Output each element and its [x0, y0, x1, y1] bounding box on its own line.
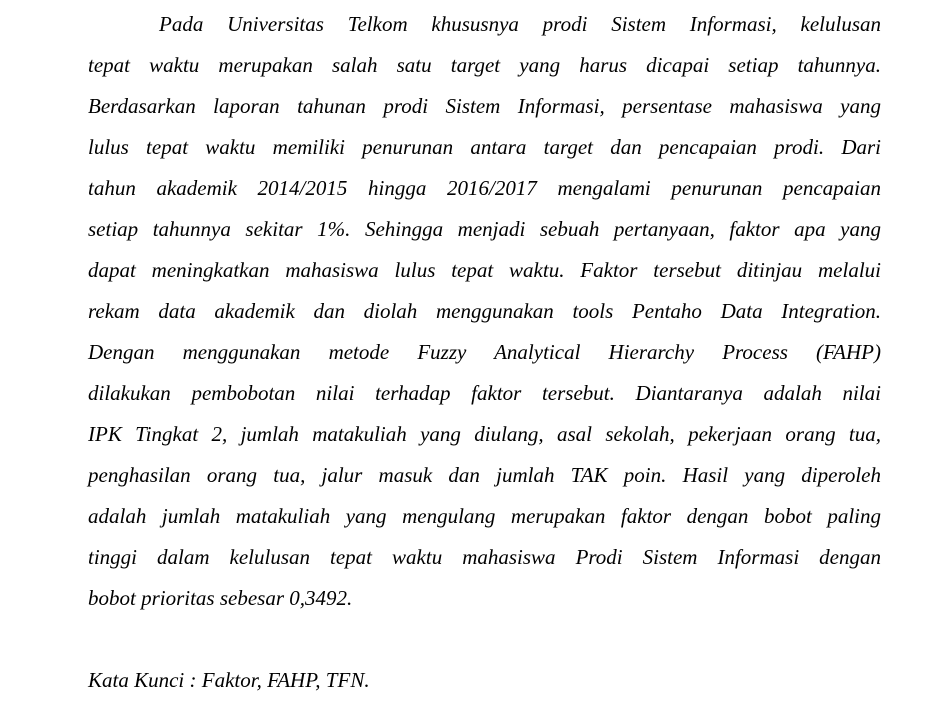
abstract-paragraph	[88, 4, 881, 619]
abstract-line: dapat meningkatkan mahasiswa lulus tepat waktu. Faktor tersebut ditinjau melalui	[88, 258, 881, 282]
abstract-line: Berdasarkan laporan tahunan prodi Sistem Informasi, persentase mahasiswa yang	[88, 94, 881, 118]
abstract-line: penghasilan orang tua, jalur masuk dan jumlah TAK poin. Hasil yang diperoleh	[88, 463, 881, 487]
abstract-line: tinggi dalam kelulusan tepat waktu mahasiswa Prodi Sistem Informasi dengan	[88, 545, 881, 569]
abstract-line: rekam data akademik dan diolah menggunakan tools Pentaho Data Integration.	[88, 299, 881, 323]
abstract-line: tepat waktu merupakan salah satu target yang harus dicapai setiap tahunnya.	[88, 53, 881, 77]
abstract-line: dilakukan pembobotan nilai terhadap faktor tersebut. Diantaranya adalah nilai	[88, 381, 881, 405]
abstract-line: setiap tahunnya sekitar 1%. Sehingga menjadi sebuah pertanyaan, faktor apa yang	[88, 217, 881, 241]
abstract-line: tahun akademik 2014/2015 hingga 2016/2017 mengalami penurunan pencapaian	[88, 176, 881, 200]
keywords-line: Kata Kunci : Faktor, FAHP, TFN.	[88, 668, 370, 692]
abstract-line: lulus tepat waktu memiliki penurunan antara target dan pencapaian prodi. Dari	[88, 135, 881, 159]
document-page	[88, 4, 881, 701]
abstract-line: IPK Tingkat 2, jumlah matakuliah yang diulang, asal sekolah, pekerjaan orang tua,	[88, 422, 881, 446]
abstract-line: bobot prioritas sebesar 0,3492.	[88, 586, 353, 610]
abstract-line: adalah jumlah matakuliah yang mengulang merupakan faktor dengan bobot paling	[88, 504, 881, 528]
abstract-line: Dengan menggunakan metode Fuzzy Analytical Hierarchy Process (FAHP)	[88, 340, 881, 364]
paragraph-spacer	[88, 619, 881, 660]
abstract-line: Pada Universitas Telkom khususnya prodi Sistem Informasi, kelulusan	[159, 12, 881, 36]
